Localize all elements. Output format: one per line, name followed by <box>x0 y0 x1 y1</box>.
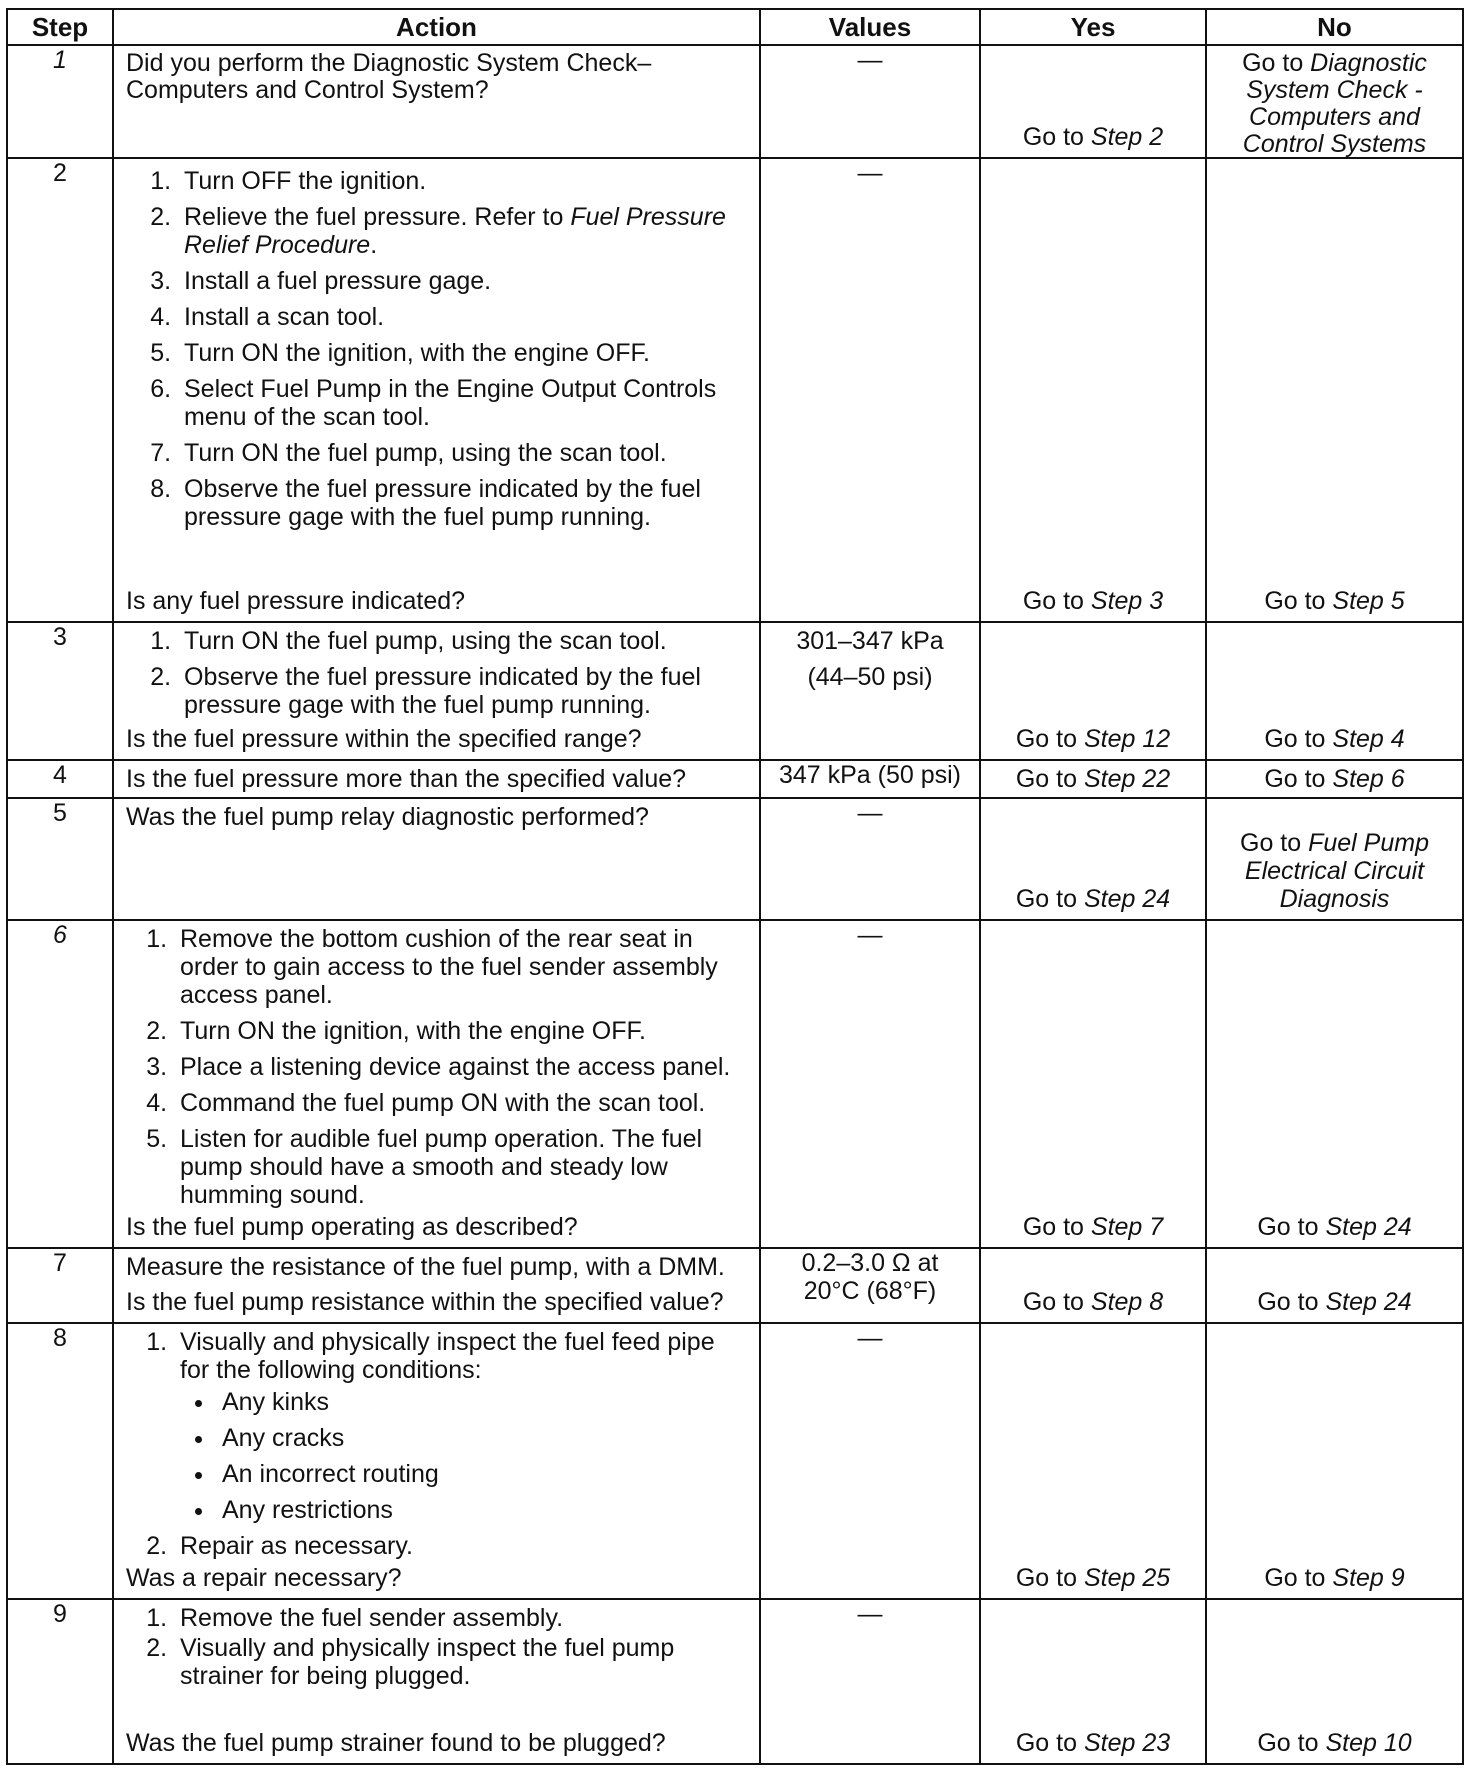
no-prefix: Go to <box>1242 49 1311 77</box>
yes-link[interactable]: Step 2 <box>1090 123 1164 151</box>
table-row-step-3 <box>7 622 1463 760</box>
yes-link[interactable]: Step 24 <box>1083 885 1171 913</box>
table-row-step-5 <box>7 798 1463 920</box>
action-step: 4. Install a scan tool. <box>178 303 749 331</box>
no-link[interactable]: Step 24 <box>1325 1288 1412 1316</box>
value-line: (44–50 psi) <box>807 663 933 691</box>
value-cell <box>760 1323 980 1599</box>
table-row-step-9 <box>7 1599 1463 1764</box>
action-steps <box>126 925 749 1209</box>
yes-prefix: Go to <box>1022 587 1091 615</box>
action-step: 1. Remove the fuel sender assembly. <box>174 1604 749 1632</box>
no-cell <box>1206 760 1463 798</box>
header-action: Action <box>113 9 760 45</box>
step-number: 7 <box>7 1248 113 1323</box>
yes-prefix: Go to <box>1022 1213 1091 1241</box>
no-link[interactable]: Step 10 <box>1325 1729 1412 1757</box>
header-row <box>7 9 1463 45</box>
yes-link[interactable]: Step 3 <box>1090 587 1164 615</box>
procedure-link[interactable]: Fuel Pressure Relief Procedure <box>184 203 726 259</box>
value-cell <box>760 1599 980 1764</box>
yes-cell <box>980 760 1206 798</box>
no-link[interactable]: Step 4 <box>1332 725 1405 753</box>
step-number: 6 <box>7 920 113 1248</box>
table-row-step-8 <box>7 1323 1463 1599</box>
no-prefix: Go to <box>1257 1213 1326 1241</box>
action-cell <box>113 920 760 1248</box>
value-cell <box>760 1248 980 1323</box>
yes-prefix: Go to <box>1015 725 1084 753</box>
no-cell <box>1206 45 1463 158</box>
diagnostic-table <box>6 8 1464 1765</box>
value-cell <box>760 920 980 1248</box>
value-text: — <box>857 46 883 74</box>
no-cell <box>1206 920 1463 1248</box>
yes-cell <box>980 1323 1206 1599</box>
action-steps <box>126 167 749 531</box>
step-number: 1 <box>7 45 113 158</box>
step-number: 5 <box>7 798 113 920</box>
no-cell <box>1206 1248 1463 1323</box>
header-yes: Yes <box>980 9 1206 45</box>
value-cell <box>760 158 980 622</box>
action-cell <box>113 1248 760 1323</box>
header-values: Values <box>760 9 980 45</box>
value-cell <box>760 760 980 798</box>
no-link[interactable]: Step 9 <box>1332 1564 1405 1592</box>
no-prefix: Go to <box>1264 1564 1333 1592</box>
no-cell <box>1206 622 1463 760</box>
step-number: 3 <box>7 622 113 760</box>
action-cell <box>113 158 760 622</box>
no-prefix: Go to <box>1264 725 1333 753</box>
action-steps <box>126 1328 749 1560</box>
list-item: • An incorrect routing <box>216 1460 749 1488</box>
header-step: Step <box>7 9 113 45</box>
value-cell <box>760 45 980 158</box>
value-text: — <box>857 159 883 187</box>
table-row-step-6 <box>7 920 1463 1248</box>
question-text: Is the fuel pump resistance within the specified value? <box>126 1288 724 1316</box>
condition-list <box>180 1388 749 1524</box>
no-cell <box>1206 158 1463 622</box>
yes-cell <box>980 158 1206 622</box>
yes-cell <box>980 622 1206 760</box>
yes-cell <box>980 920 1206 1248</box>
yes-prefix: Go to <box>1015 1564 1084 1592</box>
action-step: 7. Turn ON the fuel pump, using the scan tool. <box>178 439 749 467</box>
no-cell <box>1206 1599 1463 1764</box>
no-link[interactable]: Step 6 <box>1332 764 1405 793</box>
value-text: — <box>857 1324 883 1352</box>
no-cell <box>1206 1323 1463 1599</box>
question-text: Is any fuel pressure indicated? <box>126 587 466 615</box>
header-no: No <box>1206 9 1463 45</box>
action-steps <box>126 627 749 719</box>
value-text: 347 kPa (50 psi) <box>778 761 962 789</box>
value-line: 0.2–3.0 Ω at <box>801 1249 939 1277</box>
yes-prefix: Go to <box>1015 1729 1084 1757</box>
action-steps <box>126 1604 749 1690</box>
step-number: 2 <box>7 158 113 622</box>
action-cell <box>113 45 760 158</box>
yes-link[interactable]: Step 23 <box>1083 1729 1171 1757</box>
table-row-step-4 <box>7 760 1463 798</box>
table-row-step-2 <box>7 158 1463 622</box>
action-step: 5. Turn ON the ignition, with the engine OFF. <box>178 339 749 367</box>
yes-cell <box>980 45 1206 158</box>
no-prefix: Go to <box>1264 764 1333 793</box>
action-step: 1. Remove the bottom cushion of the rear seat in order to gain access to the fuel sender assembly access panel. <box>174 925 749 1009</box>
list-item: • Any cracks <box>216 1424 749 1452</box>
value-cell <box>760 798 980 920</box>
question-text: Is the fuel pressure more than the specified value? <box>126 764 687 793</box>
value-text: — <box>857 921 883 949</box>
no-prefix: Go to <box>1257 1288 1326 1316</box>
yes-prefix: Go to <box>1015 885 1084 913</box>
yes-link[interactable]: Step 25 <box>1083 1564 1171 1592</box>
no-link[interactable]: Step 5 <box>1332 587 1405 615</box>
action-step: 1. Turn ON the fuel pump, using the scan tool. <box>178 627 749 655</box>
no-cell <box>1206 798 1463 920</box>
action-cell <box>113 760 760 798</box>
value-line: 20°C (68°F) <box>803 1277 937 1305</box>
action-step: 2. Repair as necessary. <box>174 1532 749 1560</box>
value-line: 301–347 kPa <box>796 627 944 655</box>
action-cell <box>113 1323 760 1599</box>
step-number: 4 <box>7 760 113 798</box>
yes-prefix: Go to <box>1015 764 1084 793</box>
yes-prefix: Go to <box>1022 123 1091 151</box>
list-item: • Any kinks <box>216 1388 749 1416</box>
step-number: 8 <box>7 1323 113 1599</box>
no-prefix: Go to <box>1257 1729 1326 1757</box>
action-step: 1. Turn OFF the ignition. <box>178 167 749 195</box>
no-link[interactable]: Step 24 <box>1325 1213 1412 1241</box>
value-text: — <box>857 799 883 827</box>
action-step: 8. Observe the fuel pressure indicated by the fuel pressure gage with the fuel pump running. <box>178 475 749 531</box>
action-text: Measure the resistance of the fuel pump, with a DMM. <box>126 1253 725 1281</box>
no-link[interactable]: Diagnostic System Check - Computers and Control Systems <box>1242 49 1427 158</box>
list-item: • Any restrictions <box>216 1496 749 1524</box>
action-text: Did you perform the Diagnostic System Check– Computers and Control System? <box>126 49 652 104</box>
action-step: 2. Relieve the fuel pressure. Refer to Fuel Pressure Relief Procedure. <box>178 203 749 259</box>
action-step: 2. Observe the fuel pressure indicated by the fuel pressure gage with the fuel pump running. <box>178 663 749 719</box>
action-cell <box>113 622 760 760</box>
yes-link[interactable]: Step 8 <box>1090 1288 1164 1316</box>
no-prefix: Go to <box>1240 829 1309 857</box>
no-prefix: Go to <box>1264 587 1333 615</box>
table-row-step-1 <box>7 45 1463 158</box>
question-text: Was the fuel pump strainer found to be plugged? <box>126 1729 666 1757</box>
action-step: 4. Command the fuel pump ON with the scan tool. <box>174 1089 749 1117</box>
action-step: 5. Listen for audible fuel pump operation. The fuel pump should have a smooth and steady low humming sound. <box>174 1125 749 1209</box>
action-step: 3. Install a fuel pressure gage. <box>178 267 749 295</box>
step-number: 9 <box>7 1599 113 1764</box>
yes-cell <box>980 1248 1206 1323</box>
action-text: Was the fuel pump relay diagnostic performed? <box>126 803 649 831</box>
question-text: Is the fuel pump operating as described? <box>126 1213 578 1241</box>
yes-cell <box>980 1599 1206 1764</box>
action-step: 3. Place a listening device against the access panel. <box>174 1053 749 1081</box>
yes-link[interactable]: Step 12 <box>1083 725 1171 753</box>
yes-prefix: Go to <box>1022 1288 1091 1316</box>
question-text: Is the fuel pressure within the specified range? <box>126 725 642 753</box>
value-text: — <box>857 1600 883 1628</box>
action-step: 2. Visually and physically inspect the fuel pump strainer for being plugged. <box>174 1634 749 1690</box>
action-cell <box>113 798 760 920</box>
no-link[interactable]: Fuel Pump Electrical Circuit Diagnosis <box>1244 829 1429 913</box>
question-text: Was a repair necessary? <box>126 1564 402 1592</box>
value-cell <box>760 622 980 760</box>
yes-link[interactable]: Step 7 <box>1090 1213 1164 1241</box>
yes-link[interactable]: Step 22 <box>1083 764 1171 793</box>
action-step: 6. Select Fuel Pump in the Engine Output Controls menu of the scan tool. <box>178 375 749 431</box>
yes-cell <box>980 798 1206 920</box>
action-step: 1. Visually and physically inspect the fuel feed pipe for the following conditions: • Any kinks • Any cracks • An incorrect routing • Any restrictions <box>174 1328 749 1524</box>
table-row-step-7 <box>7 1248 1463 1323</box>
action-step: 2. Turn ON the ignition, with the engine OFF. <box>174 1017 749 1045</box>
action-cell <box>113 1599 760 1764</box>
